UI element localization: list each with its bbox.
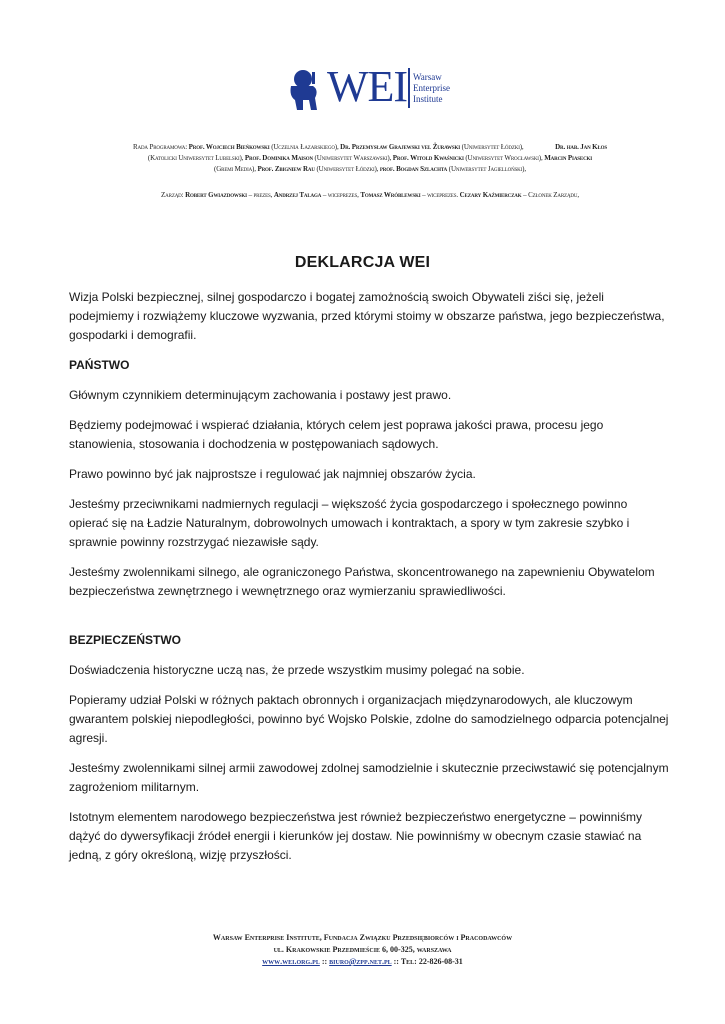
- document-body: [69, 288, 669, 876]
- council-member-affiliation: (Uniwersytet Łódzki),: [316, 165, 379, 173]
- paragraph: Doświadczenia historyczne uczą nas, że przede wszystkim musimy polegać na sobie.: [69, 663, 525, 677]
- board-member-role: – Członek Zarządu,: [523, 191, 579, 199]
- council-member-name: Prof. Wojciech Bieńkowski: [188, 143, 270, 151]
- board: [60, 190, 680, 201]
- board-member-role: – prezes,: [248, 191, 273, 199]
- logo-divider: [408, 68, 410, 108]
- council-member-name: Marcin Piasecki: [544, 154, 593, 162]
- council-member-name: Prof. Dominika Maison: [244, 154, 313, 162]
- footer-phone: Tel: 22-826-08-31: [400, 957, 463, 966]
- board-label: Zarząd:: [161, 191, 184, 199]
- section-heading-state: PAŃSTWO: [69, 358, 130, 372]
- email-link[interactable]: biuro@zpp.net.pl: [329, 957, 392, 966]
- page-footer: [0, 932, 725, 968]
- paragraph: Prawo powinno być jak najprostsze i regulować jak najmniej obszarów życia.: [69, 467, 476, 481]
- paragraph: Głównym czynnikiem determinującym zachowania i postawy jest prawo.: [69, 388, 452, 402]
- council-member-affiliation: (Uniwersytet Jagielloński),: [448, 165, 526, 173]
- paragraph: Jesteśmy zwolennikami silnego, ale ograniczonego Państwa, skoncentrowanego na zapewnieniu Obywatelom bezpieczeństwa zewnętrznego i wewnętrznego oraz wymierzaniu sprawiedliwości.: [69, 565, 655, 598]
- board-member-name: Tomasz Wróblewski: [360, 191, 421, 199]
- council-member-affiliation: (Katolicki Uniwersytet Lubelski),: [147, 154, 244, 162]
- council-member-affiliation: (Uniwersytet Łódzki),: [461, 143, 524, 151]
- board-member-name: Robert Gwiazdowski: [185, 191, 247, 199]
- paragraph: Jesteśmy przeciwnikami nadmiernych regulacji – większość życia gospodarczego i społecznego powinno opierać się na Ładzie Naturalnym, dobrowolnych umowach i kontraktach, a spory w tym zakresie szybko i sprawnie powinny rozstrzygać niezawisłe sądy.: [69, 497, 630, 549]
- council-member-affiliation: (Uniwersytet Warszawski),: [314, 154, 392, 162]
- section-heading-security: BEZPIECZEŃSTWO: [69, 633, 182, 647]
- footer-separator: ::: [391, 957, 401, 966]
- footer-address: ul. Krakowskie Przedmieście 6, 00-325, warszawa: [273, 945, 452, 954]
- board-member-name: Andrzej Talaga: [273, 191, 322, 199]
- council-member-affiliation: (Uczelnia Łazarskiego),: [271, 143, 339, 151]
- paragraph: Jesteśmy zwolennikami silnej armii zawodowej zdolnej samodzielnie i skutecznie przeciwstawić się potencjalnym zagrożeniom militarnym.: [69, 761, 669, 794]
- wei-logo: [285, 64, 465, 112]
- paragraph: Popieramy udział Polski w różnych paktach obronnych i organizacjach międzynarodowych, ale kluczowym gwarantem polskiej niepodległości, powinno być Wojsko Polskie, zdolne do samodzielnego odparcia potencjalnej agresji.: [69, 693, 669, 745]
- board-member-role: – wiceprezes,: [322, 191, 359, 199]
- intro-paragraph: Wizja Polski bezpiecznej, silnej gospodarczo i bogatej zamożnością swoich Obywateli ziści się, jeżeli podejmiemy i rozwiążemy kluczowe wyzwania, przed którymi stoimy w obszarze państwa, jego bezpieczeństwa, gospodarki i demografii.: [69, 290, 665, 342]
- section-spacer: [69, 612, 669, 631]
- logo-sub-line: Enterprise: [413, 83, 450, 93]
- footer-organization: Warsaw Enterprise Institute, Fundacja Związku Przedsiębiorców i Pracodawców: [212, 933, 513, 942]
- program-council: [60, 142, 680, 175]
- council-member-name: prof. Bogdan Szlachta: [379, 165, 448, 173]
- logo-subtitle: [413, 72, 450, 105]
- paragraph: Istotnym elementem narodowego bezpieczeństwa jest również bezpieczeństwo energetyczne – powinniśmy dążyć do dywersyfikacji źródeł energii i kierunków jej dostaw. Nie powinniśmy w obecnym czasie stawiać na jedną, z góry określoną, wizję przyszłości.: [69, 810, 642, 862]
- atlas-figure-icon: [285, 66, 329, 110]
- paragraph: Będziemy podejmować i wspierać działania, których celem jest poprawa jakości prawa, procesu jego stanowienia, stosowania i dochodzenia w postępowaniach sądowych.: [69, 418, 604, 451]
- footer-contacts: [0, 956, 725, 968]
- council-member-name: Dr. hab. Jan Kłos: [555, 143, 607, 151]
- board-member-role: – wiceprezes.: [422, 191, 459, 199]
- logo-sub-line: Institute: [413, 94, 443, 104]
- council-member-name: Dr. Przemysław Grajewski vel Żurawski: [340, 143, 461, 151]
- logo-sub-line: Warsaw: [413, 72, 442, 82]
- logo-wordmark: WEI: [327, 62, 408, 111]
- website-link[interactable]: www.wei.org.pl: [262, 957, 320, 966]
- council-member-affiliation: (Gremi Media),: [214, 165, 256, 173]
- board-member-name: Cezary Kaźmierczak: [459, 191, 522, 199]
- document-title: DEKLARCJA WEI: [294, 254, 431, 271]
- footer-separator: ::: [319, 957, 330, 966]
- council-member-name: Prof. Witold Kwaśnicki: [392, 154, 464, 162]
- council-label: Rada Programowa:: [132, 143, 188, 151]
- council-member-affiliation: (Uniwersytet Wrocławski),: [465, 154, 543, 162]
- council-member-name: Prof. Zbigniew Rau: [257, 165, 315, 173]
